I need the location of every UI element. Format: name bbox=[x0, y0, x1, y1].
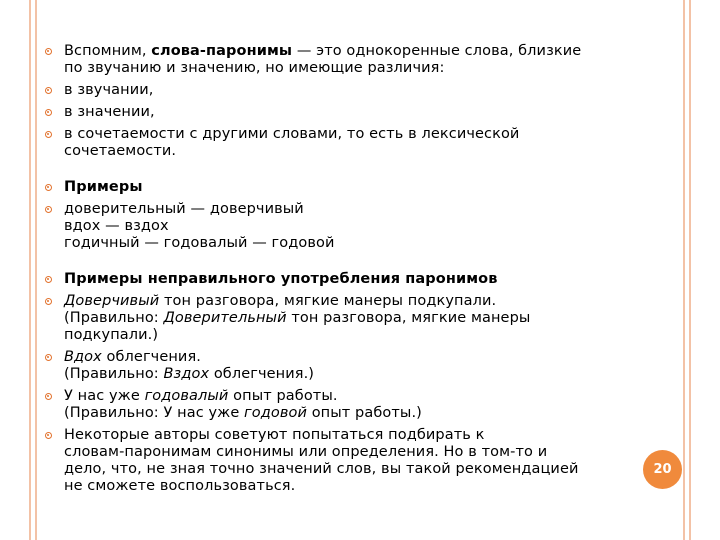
ring-bullet-icon bbox=[45, 354, 52, 361]
text-run: в сочетаемости с другими словами, то есть в лексической bbox=[64, 126, 520, 142]
text-run: Примеры неправильного употребления паронимов bbox=[64, 271, 498, 287]
text-run: годовой bbox=[244, 405, 307, 421]
list-item bbox=[44, 104, 674, 121]
list-item bbox=[44, 82, 674, 99]
list-item-line bbox=[64, 143, 674, 160]
text-run: облегчения. bbox=[101, 349, 201, 365]
text-run: (Правильно: bbox=[64, 310, 164, 326]
list-item-line bbox=[64, 126, 674, 143]
left-frame-line-inner bbox=[35, 0, 37, 540]
list-item-line bbox=[64, 82, 674, 99]
page-number-badge bbox=[643, 450, 682, 489]
text-run: сочетаемости. bbox=[64, 143, 177, 159]
list-item-line bbox=[64, 327, 674, 344]
text-run: годичный — годовалый — годовой bbox=[64, 235, 335, 251]
list-item-line bbox=[64, 444, 674, 461]
list-item-line bbox=[64, 60, 674, 77]
ring-bullet-icon bbox=[45, 48, 52, 55]
list-item-line bbox=[64, 293, 674, 310]
ring-bullet-icon bbox=[45, 432, 52, 439]
list-item bbox=[44, 388, 674, 422]
list-item bbox=[44, 126, 674, 160]
page-number: 20 bbox=[653, 462, 672, 477]
text-run: Доверительный bbox=[163, 310, 287, 326]
text-run: подкупали.) bbox=[64, 327, 159, 343]
list-item bbox=[44, 201, 674, 252]
text-run: словам-паронимам синонимы или определения. Но в том-то и bbox=[64, 444, 548, 460]
ring-bullet-icon bbox=[45, 206, 52, 213]
text-run: в значении, bbox=[64, 104, 155, 120]
text-run: Вспомним, bbox=[64, 43, 152, 59]
list-item bbox=[44, 43, 674, 77]
list-item-line bbox=[64, 478, 674, 495]
text-run: У нас уже bbox=[64, 388, 145, 404]
text-run: слова-паронимы bbox=[151, 43, 293, 59]
slide-content bbox=[44, 43, 674, 500]
text-run: облегчения.) bbox=[209, 366, 315, 382]
text-run: (Правильно: bbox=[64, 366, 164, 382]
list-item-line bbox=[64, 310, 674, 327]
list-item-line bbox=[64, 201, 674, 218]
list-item bbox=[44, 271, 674, 288]
text-run: опыт работы.) bbox=[306, 405, 422, 421]
text-run: дело, что, не зная точно значений слов, вы такой рекомендацией bbox=[64, 461, 579, 477]
list-item-line bbox=[64, 104, 674, 121]
ring-bullet-icon bbox=[45, 131, 52, 138]
left-frame-line bbox=[29, 0, 31, 540]
list-item bbox=[44, 293, 674, 344]
list-item-line bbox=[64, 405, 674, 422]
ring-bullet-icon bbox=[45, 298, 52, 305]
text-run: (Правильно: У нас уже bbox=[64, 405, 245, 421]
list-item bbox=[44, 179, 674, 196]
list-item-line bbox=[64, 179, 674, 196]
ring-bullet-icon bbox=[45, 276, 52, 283]
list-item-line bbox=[64, 349, 674, 366]
list-item bbox=[44, 349, 674, 383]
text-run: не сможете воспользоваться. bbox=[64, 478, 296, 494]
list-item-line bbox=[64, 235, 674, 252]
text-run: в звучании, bbox=[64, 82, 154, 98]
text-run: — это однокоренные слова, близкие bbox=[292, 43, 582, 59]
ring-bullet-icon bbox=[45, 87, 52, 94]
text-run: годовалый bbox=[144, 388, 229, 404]
list-item-line bbox=[64, 218, 674, 235]
list-item-line bbox=[64, 427, 674, 444]
text-run: доверительный — доверчивый bbox=[64, 201, 304, 217]
ring-bullet-icon bbox=[45, 109, 52, 116]
text-run: Доверчивый bbox=[64, 293, 160, 309]
text-run: Примеры bbox=[64, 179, 143, 195]
right-frame-line-inner bbox=[683, 0, 685, 540]
ring-bullet-icon bbox=[45, 393, 52, 400]
list-item-line bbox=[64, 366, 674, 383]
list-item-line bbox=[64, 388, 674, 405]
text-run: Вдох bbox=[64, 349, 102, 365]
list-item-line bbox=[64, 271, 674, 288]
ring-bullet-icon bbox=[45, 184, 52, 191]
text-run: тон разговора, мягкие манеры bbox=[286, 310, 531, 326]
text-run: Некоторые авторы советуют попытаться подбирать к bbox=[64, 427, 485, 443]
text-run: Вздох bbox=[163, 366, 210, 382]
list-item-line bbox=[64, 461, 674, 478]
text-run: по звучанию и значению, но имеющие различия: bbox=[64, 60, 445, 76]
text-run: опыт работы. bbox=[228, 388, 338, 404]
right-frame-line bbox=[689, 0, 691, 540]
list-item-line bbox=[64, 43, 674, 60]
text-run: тон разговора, мягкие манеры подкупали. bbox=[159, 293, 497, 309]
list-item bbox=[44, 427, 674, 495]
text-run: вдох — вздох bbox=[64, 218, 169, 234]
